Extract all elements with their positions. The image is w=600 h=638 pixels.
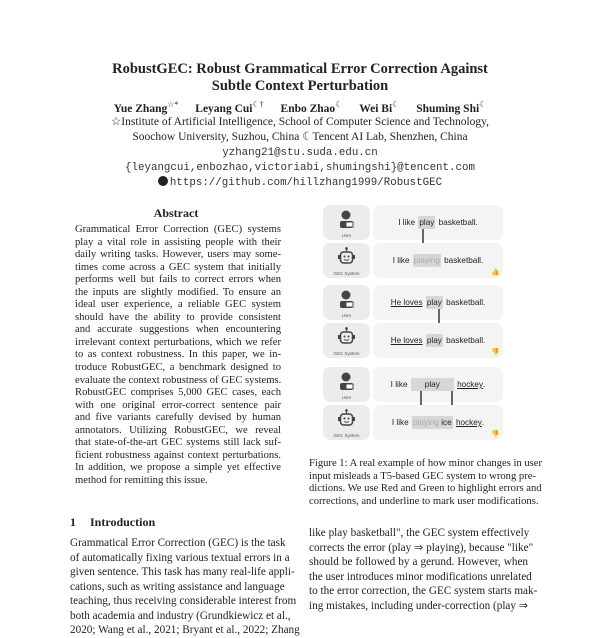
github-link[interactable] <box>0 176 600 191</box>
text-line: irrelevant context perturbations, which we refer <box>75 336 281 348</box>
user-panel <box>323 285 370 320</box>
section-number: 1 <box>70 515 76 529</box>
text-line: cations, such as writing assistance and language <box>70 580 285 593</box>
user-icon <box>338 209 355 229</box>
user-icon <box>338 371 355 391</box>
figure-caption <box>309 458 543 508</box>
system-panel <box>323 323 370 358</box>
text-line: play a vital role in assisting people with their <box>75 236 281 248</box>
text-line: corrects the error (play ⇒ playing), because "like" <box>309 541 534 554</box>
text-line: evaluate the context robustness of GEC systems. <box>75 374 282 386</box>
contact <box>0 146 600 191</box>
intro-body <box>70 536 300 638</box>
github-url[interactable]: https://github.com/hillzhang1999/RobustGEC <box>169 177 443 189</box>
text-line: RobustGEC comprises 5,000 GEC cases, each <box>75 387 281 399</box>
text-line: to the error correction, the GEC system starts mak- <box>309 585 538 597</box>
affiliations <box>0 115 600 145</box>
text-line: In addition, we propose a simple yet effective <box>75 462 281 474</box>
author: Yue Zhang☆* <box>113 100 179 115</box>
system-sentence: He loves play basketball. 👎 <box>373 323 503 358</box>
text-line: dictions. We use Red and Green to highlight errors and <box>309 483 542 495</box>
system-label: GEC System <box>333 271 360 276</box>
robot-icon <box>338 409 355 429</box>
robot-icon <box>338 327 355 347</box>
author: Shuming Shi☾ <box>416 100 487 115</box>
author-list <box>0 100 600 115</box>
system-sentence: I like playing basketball. 👍 <box>373 243 503 278</box>
text-line: Figure 1: A real example of how minor changes in user <box>309 458 543 469</box>
text-line: to as context robustness. In this paper, we in- <box>75 349 281 361</box>
text-line: should be followed by a gerund. However, when <box>309 556 528 568</box>
text-line: troduce RobustGEC, a benchmark designed to <box>75 362 281 374</box>
user-label: User <box>341 313 352 318</box>
user-label: User <box>341 233 352 238</box>
email[interactable]: {leyangcui,enbozhao,victoriabi,shumingshi}@tencent.com <box>125 162 475 174</box>
text-line: performs well but fails to correct errors when <box>75 274 281 286</box>
system-label: GEC System <box>333 351 360 356</box>
text-line: the inputs are slightly modified. To ensure an <box>75 286 281 298</box>
text-line: the user introduces minor modifications unrelated <box>309 570 532 583</box>
user-icon <box>338 289 355 309</box>
user-sentence: He loves play basketball. <box>373 285 503 320</box>
author: Leyang Cui☾† <box>195 100 264 115</box>
affiliation-line: ☆Institute of Artificial Intelligence, School of Computer Science and Technology, <box>110 116 490 128</box>
author: Wei Bi☾ <box>359 100 400 115</box>
text-line: daily writing tasks. However, users may some- <box>75 249 281 261</box>
text-line: of automatically fixing various textual errors in a <box>70 551 290 564</box>
text-line: and five variants carefully devised by human <box>75 412 281 424</box>
text-line: given sentence. This task has many real-life appli- <box>70 566 295 578</box>
abstract-body <box>75 224 281 487</box>
text-line: Grammatical Error Correction (GEC) systems <box>75 224 281 235</box>
system-panel <box>323 405 370 440</box>
paper-title <box>0 61 600 95</box>
text-line: input misleads a T5-based GEC system to wrong pre- <box>309 470 536 482</box>
thumbs-up-icon: 👍 <box>491 269 500 276</box>
robot-icon <box>338 247 355 267</box>
text-line: corrections, and underline to mark user modifications. <box>309 495 539 507</box>
affiliation-line: Soochow University, Suzhou, China ☾Tencent AI Lab, Shenzhen, China <box>132 131 468 143</box>
text-line: Grammatical Error Correction (GEC) is the task <box>70 537 286 549</box>
user-label: User <box>341 395 352 400</box>
text-line: like play basketball", the GEC system effectively <box>309 527 530 539</box>
intro-heading <box>70 515 169 530</box>
title-line: Subtle Context Perturbation <box>211 78 389 94</box>
text-line: that state-of-the-art GEC systems still lack suf- <box>75 437 281 449</box>
system-sentence: I like playing ice hockey . 👎 <box>373 405 503 440</box>
text-line: times come across a GEC system that initially <box>75 261 281 273</box>
text-line: teaching, thus receiving considerable interest from <box>70 595 297 607</box>
user-sentence: I like play hockey . <box>373 367 503 402</box>
text-line: with one original error-correct sentence pair <box>75 399 281 411</box>
user-panel <box>323 205 370 240</box>
text-line: annotators. Utilizing RobustGEC, we reveal <box>75 424 281 436</box>
title-line: RobustGEC: Robust Grammatical Error Correction Against <box>112 61 488 77</box>
text-line: ing mistakes, including under-correction (play ⇒ <box>309 599 529 612</box>
text-line: 2020; Wang et al., 2021; Bryant et al., 2022; Zhang <box>70 624 300 636</box>
author: Enbo Zhao☾ <box>280 100 343 115</box>
user-sentence: I like play basketball. <box>373 205 503 240</box>
github-icon <box>158 176 168 186</box>
text-line: ideal user experience, a reliable GEC system <box>75 299 281 311</box>
text-line: and accurate suggestions when encountering <box>75 324 281 336</box>
system-panel <box>323 243 370 278</box>
thumbs-down-icon: 👎 <box>491 349 500 356</box>
text-line: both academia and industry (Grundkiewicz et al., <box>70 609 291 622</box>
text-line: should have the ability to provide consistent <box>75 311 281 323</box>
text-line: ficient robustness against context perturbations. <box>75 449 281 461</box>
email[interactable]: yzhang21@stu.suda.edu.cn <box>222 147 378 159</box>
section-title: Introduction <box>90 515 156 529</box>
system-label: GEC System <box>333 433 360 438</box>
text-line: method for remitting this issue. <box>75 474 208 486</box>
abstract-heading: Abstract <box>153 206 199 220</box>
user-panel <box>323 367 370 402</box>
thumbs-down-icon: 👎 <box>491 431 500 438</box>
